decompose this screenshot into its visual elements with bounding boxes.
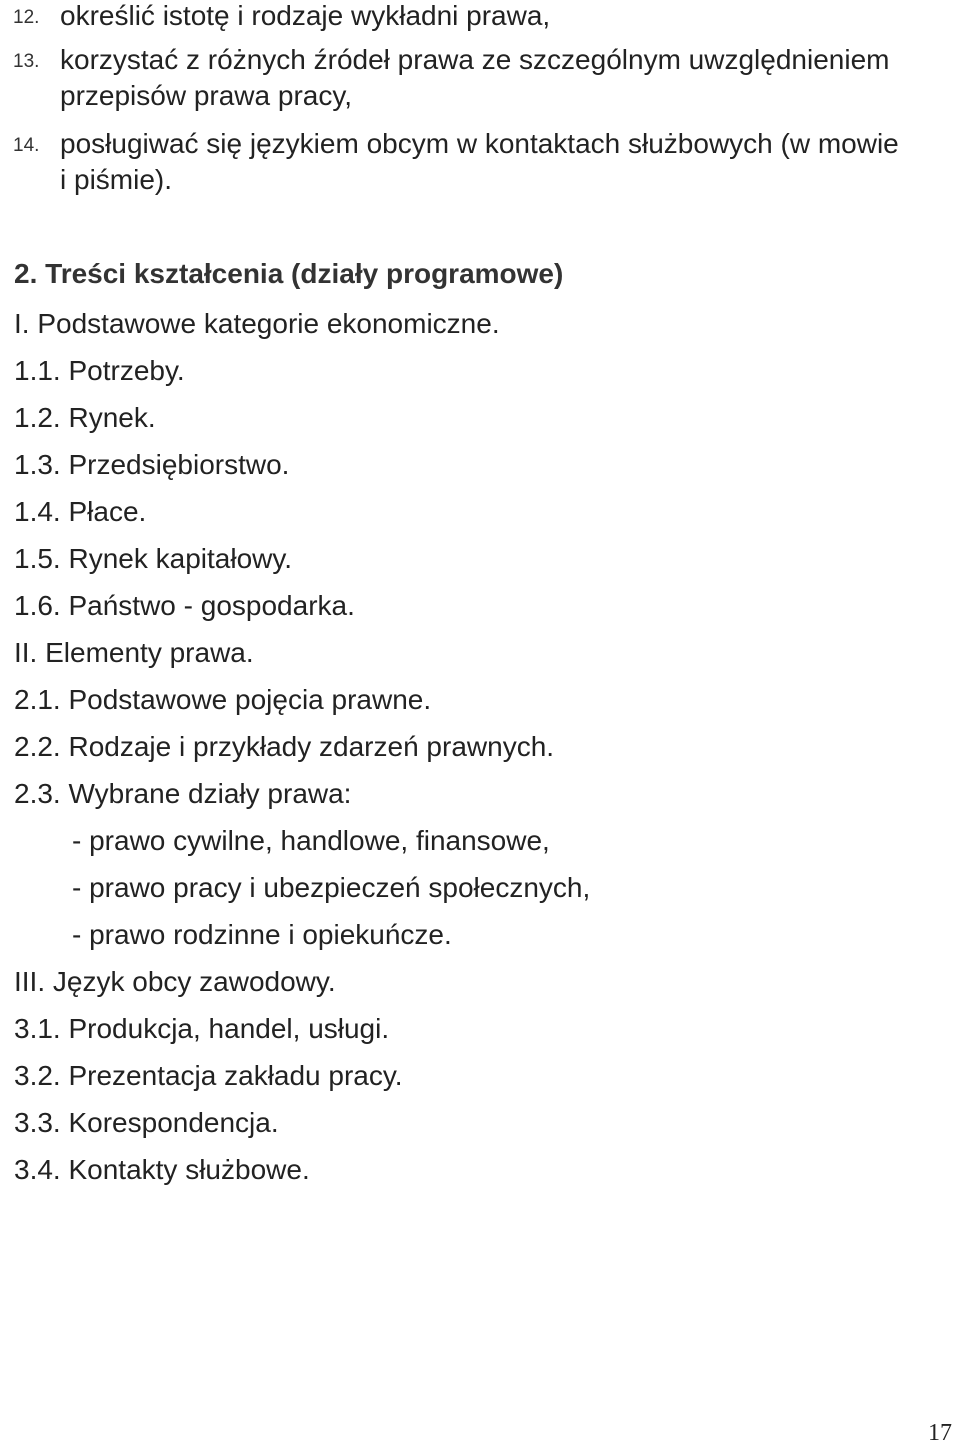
outline-section-3: III. Język obcy zawodowy. — [14, 966, 336, 997]
outline-item: 1.6. Państwo - gospodarka. — [14, 590, 355, 621]
list-text-continuation: i piśmie). — [60, 164, 173, 195]
outline-subitem: - prawo rodzinne i opiekuńcze. — [72, 919, 452, 950]
outline-section-2: II. Elementy prawa. — [14, 637, 254, 668]
page-number: 17 — [928, 1420, 952, 1446]
list-number: 12. — [13, 7, 40, 28]
outline-item: 1.1. Potrzeby. — [14, 355, 185, 386]
outline-item: 1.2. Rynek. — [14, 402, 156, 433]
list-number: 14. — [13, 135, 40, 156]
outline-item: 1.4. Płace. — [14, 496, 147, 527]
outline-subitem: - prawo cywilne, handlowe, finansowe, — [72, 825, 550, 856]
outline-item: 3.3. Korespondencja. — [14, 1107, 279, 1138]
outline-item: 2.1. Podstawowe pojęcia prawne. — [14, 684, 432, 715]
list-text: określić istotę i rodzaje wykładni prawa, — [60, 0, 551, 31]
list-text-continuation: przepisów prawa pracy, — [60, 80, 353, 111]
outline-item: 1.5. Rynek kapitałowy. — [14, 543, 293, 574]
list-text: posługiwać się językiem obcym w kontaktach służbowych (w mowie — [60, 128, 899, 159]
outline-section-1: I. Podstawowe kategorie ekonomiczne. — [14, 308, 500, 339]
list-number: 13. — [13, 51, 40, 72]
outline-item: 2.3. Wybrane działy prawa: — [14, 778, 352, 809]
outline-item: 1.3. Przedsiębiorstwo. — [14, 449, 290, 480]
outline-subitem: - prawo pracy i ubezpieczeń społecznych, — [72, 872, 591, 903]
outline-item: 3.4. Kontakty służbowe. — [14, 1154, 310, 1185]
outline-item: 3.1. Produkcja, handel, usługi. — [14, 1013, 390, 1044]
outline-item: 3.2. Prezentacja zakładu pracy. — [14, 1060, 403, 1091]
outline-item: 2.2. Rodzaje i przykłady zdarzeń prawnych. — [14, 731, 555, 762]
list-text: korzystać z różnych źródeł prawa ze szczególnym uwzględnieniem — [60, 44, 890, 75]
section-heading: 2. Treści kształcenia (działy programowe) — [14, 258, 564, 289]
